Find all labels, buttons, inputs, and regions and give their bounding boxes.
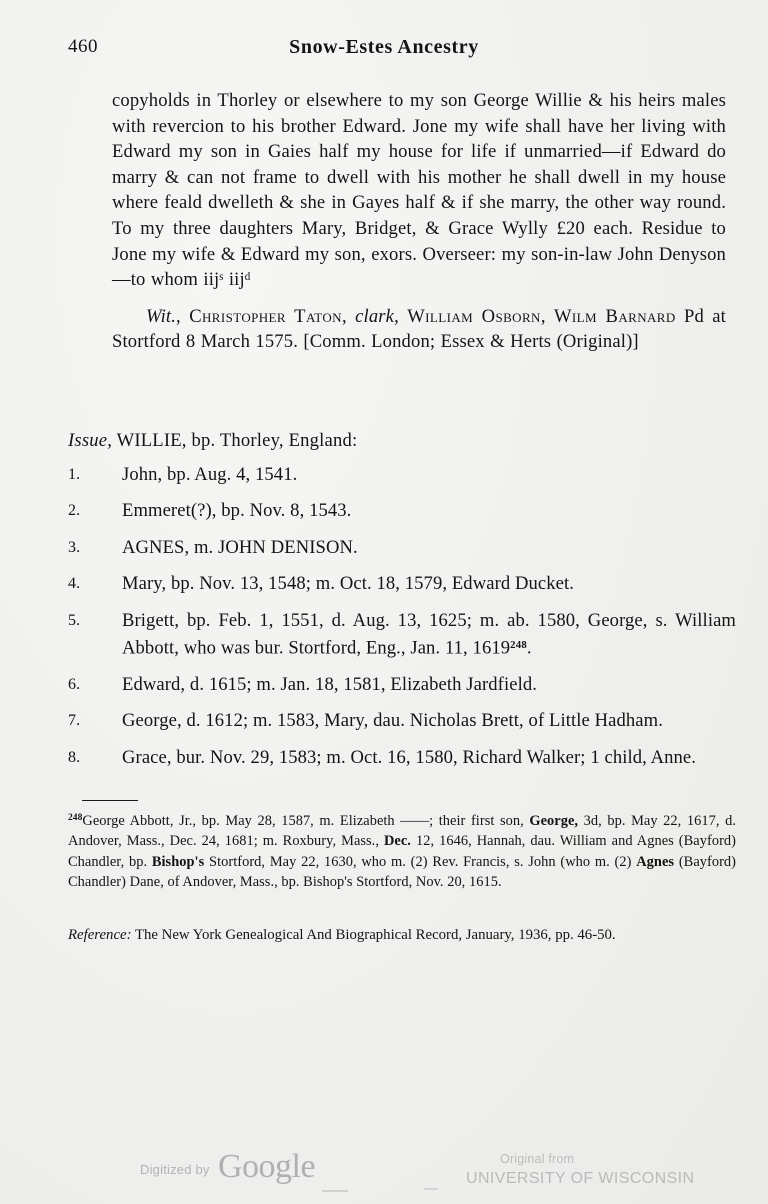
list-item-text-after-ref: . — [526, 637, 532, 659]
witness-paragraph: Wit., Christopher Taton, clark, William Osborn, Wilm Barnard Pd at Stortford 8 March 1575. [Comm. London; Essex & Herts (Original)] — [112, 305, 726, 353]
footnote-part-2: 3d, bp. May 22, 1617, d. Andover, Mass., Dec. 24, 1681; m. Roxbury, Mass., — [68, 812, 736, 850]
list-item-number: 8. — [68, 748, 81, 766]
list-item — [68, 571, 736, 596]
footnote-bold-4: Agnes — [636, 853, 675, 870]
digitized-by-label: Digitized by — [140, 1162, 210, 1177]
list-item-text: John, bp. Aug. 4, 1541. — [122, 464, 298, 485]
list-item-number: 1. — [68, 466, 81, 483]
issue-block — [68, 428, 736, 781]
source-institution: UNIVERSITY OF WISCONSIN — [466, 1170, 695, 1187]
book-title: Snow-Estes Ancestry — [289, 36, 479, 58]
witness-label: Wit. — [146, 305, 177, 327]
page-number: 460 — [68, 36, 98, 57]
list-item-text: Grace, bur. Nov. 29, 1583; m. Oct. 16, 1580, Richard Walker; 1 child, Anne. — [122, 746, 697, 768]
witness-name-3: Wilm Barnard — [553, 305, 676, 327]
footnote-part-1: George Abbott, Jr., bp. May 28, 1587, m. Elizabeth ——; their first son, — [82, 812, 530, 829]
footnote-block — [68, 800, 736, 892]
reference-line — [68, 925, 736, 946]
witness-name-2: William Osborn — [407, 305, 541, 327]
list-item — [68, 608, 736, 661]
list-item — [68, 462, 736, 487]
list-item-number: 4. — [68, 575, 81, 593]
list-item-text: Mary, bp. Nov. 13, 1548; m. Oct. 18, 1579, Edward Ducket. — [122, 573, 575, 595]
witness-sep-1: , — [176, 305, 190, 327]
list-item-number: 5. — [68, 611, 81, 629]
witness-sep-3: , — [394, 305, 408, 327]
witness-role: clark — [355, 305, 395, 327]
list-item — [68, 708, 736, 733]
google-logo: Google — [218, 1148, 316, 1185]
scan-artifact — [322, 1190, 348, 1192]
list-item — [68, 535, 736, 560]
footnote-text — [68, 808, 736, 892]
scan-footer — [0, 1148, 768, 1200]
footnote-part-4: Stortford, May 22, 1630, who m. (2) Rev. Francis, s. John (who m. (2) — [204, 853, 637, 870]
list-item-text: Brigett, bp. Feb. 1, 1551, d. Aug. 13, 1625; m. ab. 1580, George, s. William Abbott, who was bur. Stortford, Eng., Jan. 11, 1619 — [122, 609, 736, 659]
footnote-marker: 248 — [68, 813, 83, 823]
footnote-part-3: 12, 1646, Hannah, dau. William and Agnes (Bayford) Chandler, bp. — [68, 833, 736, 870]
issue-heading-rest: WILLIE, bp. Thorley, England: — [112, 430, 358, 451]
footnote-bold-3: Bishop's — [151, 853, 205, 870]
list-item-number: 7. — [68, 712, 81, 730]
footnote-separator-rule — [82, 800, 138, 801]
scan-artifact — [424, 1188, 438, 1190]
witness-tail: Pd at Stortford 8 March 1575. [Comm. London; Essex & Herts (Original)] — [112, 305, 726, 353]
list-item — [68, 745, 736, 770]
footnote-bold-1: George, — [529, 812, 579, 829]
footnote-reference: 248 — [510, 639, 527, 652]
list-item-number: 6. — [68, 676, 81, 694]
footnote-bold-2: Dec. — [383, 833, 411, 850]
witness-sep-2: , — [341, 305, 356, 327]
list-item-text: Edward, d. 1615; m. Jan. 18, 1581, Elizabeth Jardfield. — [122, 674, 537, 696]
list-item-number: 3. — [68, 538, 81, 556]
issue-heading — [68, 428, 736, 453]
list-item-text: Emmeret(?), bp. Nov. 8, 1543. — [122, 500, 352, 522]
list-item — [68, 672, 736, 697]
will-paragraph: copyholds in Thorley or elsewhere to my son George Willie & his heirs males with revercion to his brother Edward. Jone my wife shall have her living with Edward my son in Gaies half my house for life if unmarried—if Edward do marry & can not frame to dwell with his mother he shall dwell in my house where feald dwelleth & she in Gayes half & if she marry, the other way round. To my three daughters Mary, Bridget, & Grace Wylly £20 each. Residue to Jone my wife & Edward my son, exors. Overseer: my son-in-law John Denyson—to whom iijˢ iijᵈ — [112, 90, 726, 291]
issue-label: Issue, — [68, 430, 113, 451]
main-text-block — [112, 88, 726, 355]
list-item-number: 2. — [68, 502, 81, 520]
footnote-part-5: (Bayford) Chandler) Dane, of Andover, Mass., bp. Bishop's Stortford, Nov. 20, 1615. — [68, 853, 737, 890]
original-from-label: Original from — [500, 1152, 575, 1166]
witness-name-1: Christopher Taton — [189, 305, 342, 327]
list-item-text: George, d. 1612; m. 1583, Mary, dau. Nicholas Brett, of Little Hadham. — [122, 710, 663, 732]
list-item-text: AGNES, m. JOHN DENISON. — [122, 536, 358, 558]
list-item — [68, 498, 736, 523]
children-list — [68, 462, 736, 770]
running-head — [0, 36, 768, 64]
reference-label: Reference: — [68, 927, 132, 943]
reference-text: The New York Genealogical And Biographical Record, January, 1936, pp. 46-50. — [131, 927, 616, 943]
